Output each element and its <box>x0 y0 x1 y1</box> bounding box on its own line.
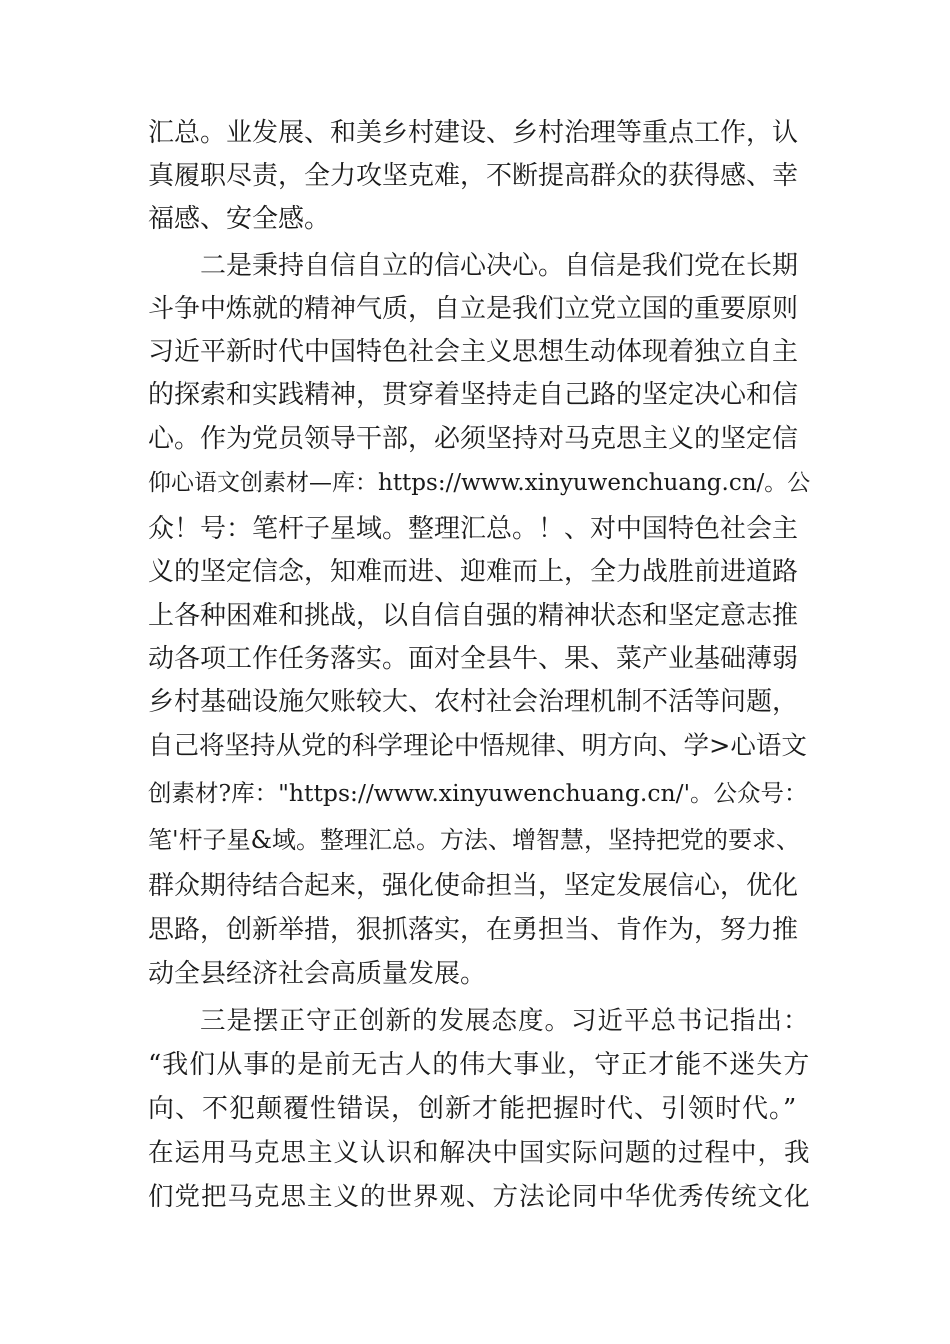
text-line: 乡村基础设施欠账较大、农村社会治理机制不活等问题， <box>148 687 799 717</box>
text-line: 群众期待结合起来，强化使命担当，坚定发展信心，优化 <box>148 871 799 901</box>
text-line: 众！号：笔杆子星域。整理汇总。！、对中国特色社会主 <box>148 514 799 544</box>
text-line: 自己将坚持从党的科学理论中悟规律、明方向、学>心语文 <box>148 731 807 761</box>
text-line: 动全县经济社会高质量发展。 <box>148 959 487 989</box>
text-line: 心。作为党员领导干部，必须坚持对马克思主义的坚定信 <box>148 424 799 454</box>
text-line: 习近平新时代中国特色社会主义思想生动体现着独立自主 <box>148 337 799 367</box>
text-line: 创素材?库："https://www.xinyuwenchuang.cn/'。公众号： <box>148 779 808 807</box>
text-line: 真履职尽责，全力攻坚克难，不断提高群众的获得感、幸 <box>148 161 799 191</box>
text-line: 汇总。业发展、和美乡村建设、乡村治理等重点工作，认 <box>148 118 799 148</box>
text-line: “我们从事的是前无古人的伟大事业，守正才能不迷失方 <box>148 1050 811 1080</box>
text-line: 三是摆正守正创新的发展态度。习近平总书记指出： <box>200 1006 810 1036</box>
text-line: 思路，创新举措，狠抓落实，在勇担当、肯作为，努力推 <box>148 915 799 945</box>
text-line: 笔'杆子星&域。整理汇总。方法、增智慧，坚持把党的要求、 <box>148 826 800 854</box>
text-line: 二是秉持自信自立的信心决心。自信是我们党在长期 <box>200 251 799 281</box>
text-line: 的探索和实践精神，贯穿着坚持走自己路的坚定决心和信 <box>148 380 799 410</box>
text-line: 动各项工作任务落实。面对全县牛、果、菜产业基础薄弱 <box>148 644 799 674</box>
text-line: 向、不犯颠覆性错误，创新才能把握时代、引领时代。” <box>148 1094 798 1124</box>
text-line: 福感、安全感。 <box>148 204 331 234</box>
text-line: 们党把马克思主义的世界观、方法论同中华优秀传统文化 <box>148 1182 811 1212</box>
text-line: 斗争中炼就的精神气质，自立是我们立党立国的重要原则 <box>148 294 799 324</box>
text-line: 仰心语文创素材—库：https://www.xinyuwenchuang.cn/。公 <box>148 470 811 496</box>
text-line: 上各种困难和挑战，以自信自强的精神状态和坚定意志推 <box>148 601 799 631</box>
text-line: 义的坚定信念，知难而进、迎难而上，全力战胜前进道路 <box>148 557 799 587</box>
text-line: 在运用马克思主义认识和解决中国实际问题的过程中，我 <box>148 1138 811 1168</box>
